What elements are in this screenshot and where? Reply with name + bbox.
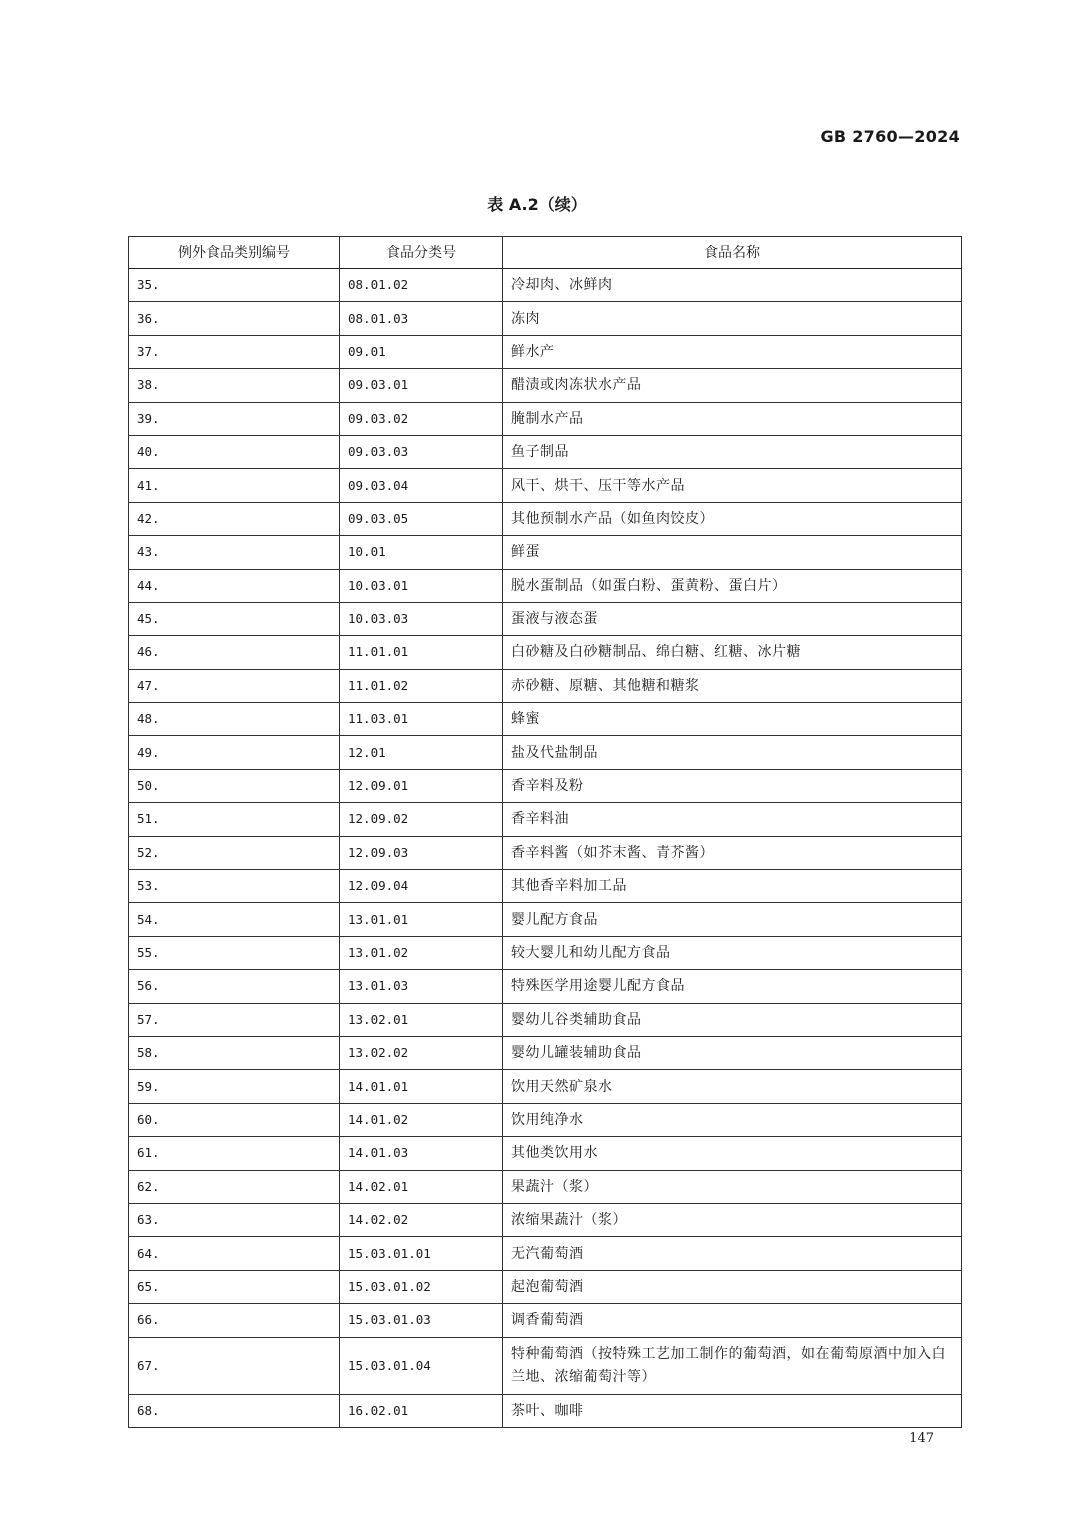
cell-food-name: 饮用纯净水 [503, 1103, 962, 1136]
cell-category-code: 13.01.01 [340, 903, 503, 936]
table-row [129, 1003, 962, 1036]
cell-exception-number: 44. [129, 569, 340, 602]
cell-exception-number: 58. [129, 1036, 340, 1069]
table-row [129, 536, 962, 569]
cell-food-name: 腌制水产品 [503, 402, 962, 435]
cell-exception-number: 64. [129, 1237, 340, 1270]
cell-category-code: 13.01.02 [340, 936, 503, 969]
cell-category-code: 12.09.01 [340, 769, 503, 802]
table-row [129, 769, 962, 802]
table-row [129, 435, 962, 468]
table-title: 表 A.2（续） [487, 195, 587, 214]
cell-category-code: 09.01 [340, 335, 503, 368]
cell-category-code: 08.01.02 [340, 269, 503, 302]
cell-food-name: 调香葡萄酒 [503, 1304, 962, 1337]
cell-category-code: 09.03.05 [340, 502, 503, 535]
cell-food-name: 茶叶、咖啡 [503, 1394, 962, 1427]
cell-food-name: 婴幼儿罐装辅助食品 [503, 1036, 962, 1069]
cell-category-code: 15.03.01.01 [340, 1237, 503, 1270]
table-row [129, 936, 962, 969]
cell-food-name: 赤砂糖、原糖、其他糖和糖浆 [503, 669, 962, 702]
table-row [129, 1170, 962, 1203]
cell-category-code: 14.01.03 [340, 1137, 503, 1170]
cell-food-name: 蛋液与液态蛋 [503, 602, 962, 635]
table-row [129, 1203, 962, 1236]
cell-category-code: 13.01.03 [340, 970, 503, 1003]
table-row [129, 1103, 962, 1136]
cell-food-name: 其他预制水产品（如鱼肉饺皮） [503, 502, 962, 535]
cell-category-code: 09.03.01 [340, 369, 503, 402]
table-row [129, 970, 962, 1003]
table-row [129, 1237, 962, 1270]
cell-food-name: 较大婴儿和幼儿配方食品 [503, 936, 962, 969]
cell-category-code: 15.03.01.03 [340, 1304, 503, 1337]
table-row [129, 836, 962, 869]
cell-exception-number: 67. [129, 1337, 340, 1394]
table-row [129, 1394, 962, 1427]
cell-food-name: 婴幼儿谷类辅助食品 [503, 1003, 962, 1036]
cell-exception-number: 36. [129, 302, 340, 335]
cell-category-code: 15.03.01.04 [340, 1337, 503, 1394]
cell-category-code: 11.01.01 [340, 636, 503, 669]
cell-exception-number: 53. [129, 870, 340, 903]
cell-food-name: 无汽葡萄酒 [503, 1237, 962, 1270]
cell-exception-number: 40. [129, 435, 340, 468]
cell-exception-number: 55. [129, 936, 340, 969]
cell-exception-number: 52. [129, 836, 340, 869]
cell-food-name: 香辛料酱（如芥末酱、青芥酱） [503, 836, 962, 869]
cell-category-code: 11.03.01 [340, 703, 503, 736]
table-row [129, 335, 962, 368]
table-header-row [129, 237, 962, 269]
cell-exception-number: 61. [129, 1137, 340, 1170]
table-row [129, 1070, 962, 1103]
table-row [129, 1337, 962, 1394]
cell-food-name: 冻肉 [503, 302, 962, 335]
cell-exception-number: 47. [129, 669, 340, 702]
cell-exception-number: 35. [129, 269, 340, 302]
cell-food-name: 风干、烘干、压干等水产品 [503, 469, 962, 502]
cell-exception-number: 62. [129, 1170, 340, 1203]
cell-exception-number: 45. [129, 602, 340, 635]
cell-food-name: 冷却肉、冰鲜肉 [503, 269, 962, 302]
cell-category-code: 12.09.04 [340, 870, 503, 903]
cell-food-name: 饮用天然矿泉水 [503, 1070, 962, 1103]
cell-exception-number: 41. [129, 469, 340, 502]
table-row [129, 803, 962, 836]
cell-category-code: 13.02.01 [340, 1003, 503, 1036]
cell-exception-number: 42. [129, 502, 340, 535]
cell-exception-number: 49. [129, 736, 340, 769]
table-row [129, 636, 962, 669]
column-header-food-name: 食品名称 [503, 237, 962, 269]
cell-category-code: 10.01 [340, 536, 503, 569]
cell-food-name: 其他类饮用水 [503, 1137, 962, 1170]
table-row [129, 1036, 962, 1069]
cell-category-code: 14.02.01 [340, 1170, 503, 1203]
cell-exception-number: 48. [129, 703, 340, 736]
cell-exception-number: 59. [129, 1070, 340, 1103]
cell-food-name: 果蔬汁（浆） [503, 1170, 962, 1203]
food-category-table-container [128, 236, 961, 1428]
cell-category-code: 09.03.02 [340, 402, 503, 435]
cell-category-code: 11.01.02 [340, 669, 503, 702]
cell-category-code: 14.02.02 [340, 1203, 503, 1236]
table-row [129, 502, 962, 535]
table-row [129, 669, 962, 702]
table-body [129, 269, 962, 1428]
column-header-category-code: 食品分类号 [340, 237, 503, 269]
cell-food-name: 香辛料油 [503, 803, 962, 836]
cell-category-code: 09.03.04 [340, 469, 503, 502]
cell-exception-number: 43. [129, 536, 340, 569]
table-row [129, 469, 962, 502]
page-number: 147 [909, 1431, 934, 1446]
cell-category-code: 14.01.02 [340, 1103, 503, 1136]
food-category-table [128, 236, 962, 1428]
cell-exception-number: 56. [129, 970, 340, 1003]
table-row [129, 402, 962, 435]
cell-category-code: 14.01.01 [340, 1070, 503, 1103]
cell-exception-number: 57. [129, 1003, 340, 1036]
cell-exception-number: 46. [129, 636, 340, 669]
table-row [129, 903, 962, 936]
cell-food-name: 盐及代盐制品 [503, 736, 962, 769]
table-row [129, 1304, 962, 1337]
table-row [129, 1270, 962, 1303]
cell-exception-number: 50. [129, 769, 340, 802]
cell-exception-number: 38. [129, 369, 340, 402]
cell-category-code: 13.02.02 [340, 1036, 503, 1069]
cell-food-name: 醋渍或肉冻状水产品 [503, 369, 962, 402]
table-row [129, 703, 962, 736]
cell-exception-number: 66. [129, 1304, 340, 1337]
cell-food-name: 白砂糖及白砂糖制品、绵白糖、红糖、冰片糖 [503, 636, 962, 669]
cell-exception-number: 60. [129, 1103, 340, 1136]
cell-food-name: 婴儿配方食品 [503, 903, 962, 936]
cell-food-name: 蜂蜜 [503, 703, 962, 736]
cell-category-code: 10.03.01 [340, 569, 503, 602]
cell-category-code: 08.01.03 [340, 302, 503, 335]
cell-food-name: 鲜水产 [503, 335, 962, 368]
cell-category-code: 12.09.02 [340, 803, 503, 836]
table-row [129, 602, 962, 635]
cell-category-code: 12.09.03 [340, 836, 503, 869]
cell-exception-number: 37. [129, 335, 340, 368]
cell-food-name: 鱼子制品 [503, 435, 962, 468]
cell-food-name: 脱水蛋制品（如蛋白粉、蛋黄粉、蛋白片） [503, 569, 962, 602]
cell-exception-number: 68. [129, 1394, 340, 1427]
cell-category-code: 15.03.01.02 [340, 1270, 503, 1303]
cell-food-name: 香辛料及粉 [503, 769, 962, 802]
cell-category-code: 16.02.01 [340, 1394, 503, 1427]
table-row [129, 736, 962, 769]
table-row [129, 369, 962, 402]
cell-food-name: 鲜蛋 [503, 536, 962, 569]
table-row [129, 1137, 962, 1170]
table-row [129, 569, 962, 602]
cell-category-code: 10.03.03 [340, 602, 503, 635]
cell-exception-number: 65. [129, 1270, 340, 1303]
table-row [129, 269, 962, 302]
cell-food-name: 特种葡萄酒（按特殊工艺加工制作的葡萄酒，如在葡萄原酒中加入白兰地、浓缩葡萄汁等） [503, 1337, 962, 1394]
table-row [129, 870, 962, 903]
cell-food-name: 其他香辛料加工品 [503, 870, 962, 903]
column-header-exception-number: 例外食品类别编号 [129, 237, 340, 269]
cell-food-name: 浓缩果蔬汁（浆） [503, 1203, 962, 1236]
cell-exception-number: 63. [129, 1203, 340, 1236]
cell-food-name: 特殊医学用途婴儿配方食品 [503, 970, 962, 1003]
table-row [129, 302, 962, 335]
cell-category-code: 09.03.03 [340, 435, 503, 468]
cell-exception-number: 39. [129, 402, 340, 435]
cell-exception-number: 54. [129, 903, 340, 936]
cell-exception-number: 51. [129, 803, 340, 836]
cell-food-name: 起泡葡萄酒 [503, 1270, 962, 1303]
standard-code: GB 2760—2024 [820, 127, 960, 146]
cell-category-code: 12.01 [340, 736, 503, 769]
